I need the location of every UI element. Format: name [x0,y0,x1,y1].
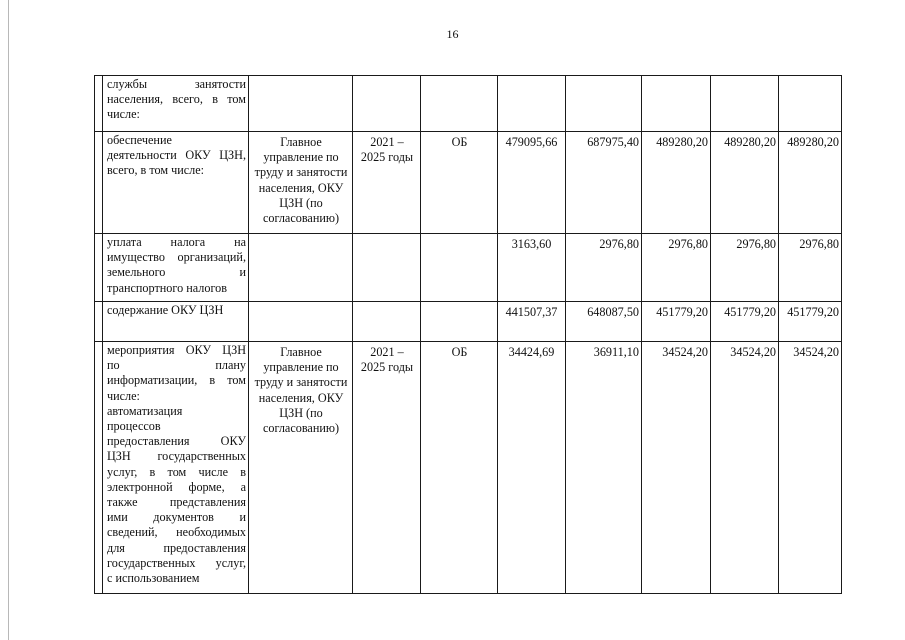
executor-line: ЦЗН (по [279,195,323,210]
amount-cell: 34524,20 [779,342,842,594]
description-line: транспортного налогов [107,280,227,295]
program-table [94,75,842,594]
period-cell [353,342,421,594]
scan-edge-line [8,0,9,640]
amount-cell: 2976,80 [566,234,642,302]
funding-source-cell [421,234,498,302]
table-row [95,234,842,302]
description-line: службы занятости [107,77,246,91]
period-cell [353,76,421,132]
amount-cell [779,76,842,132]
amount-cell: 489280,20 [779,132,842,234]
amount-cell: 687975,40 [566,132,642,234]
row-marker-cell [95,342,103,594]
table-row [95,132,842,234]
period-line: 2025 годы [360,150,414,165]
executor-line: согласованию) [262,211,340,226]
executor-line: Главное [280,135,322,149]
amount-cell: 451779,20 [711,302,779,342]
amount-cell: 479095,66 [498,132,566,234]
description-line: ЦЗН государственных [107,449,246,464]
description-line: автоматизация [107,403,183,418]
amount-cell: 34524,20 [642,342,711,594]
funding-source-cell: ОБ [421,342,498,594]
executor-line: населения, ОКУ [258,390,344,405]
row-marker-cell [95,132,103,234]
executor-line: труду и занятости [254,165,348,180]
table-row [95,342,842,594]
description-cell [103,76,249,132]
row-marker-cell [95,234,103,302]
executor-line: согласованию) [262,421,340,436]
funding-source-cell: ОБ [421,132,498,234]
table-row [95,76,842,132]
amount-cell [711,76,779,132]
description-line: числе: [107,107,140,122]
description-line: уплата налога на [107,235,246,249]
executor-line: ЦЗН (по [279,405,323,420]
row-marker-cell [95,76,103,132]
description-line: числе: [107,388,140,403]
executor-cell [249,132,353,234]
amount-cell: 34424,69 [498,342,566,594]
amount-cell: 2976,80 [642,234,711,302]
amount-cell: 489280,20 [642,132,711,234]
description-line: для предоставления [107,540,246,555]
page-number: 16 [446,27,459,41]
amount-cell: 451779,20 [779,302,842,342]
description-line: деятельности ОКУ ЦЗН, [107,148,246,163]
amount-cell: 3163,60 [498,234,566,302]
description-line: с использованием [107,571,200,586]
executor-cell [249,342,353,594]
executor-line: управление по [263,150,339,165]
description-line: процессов [107,419,161,434]
period-line: 2025 годы [360,360,414,375]
description-line: ими документов и [107,510,246,525]
period-line: 2021 – [370,345,404,359]
description-cell [103,302,249,342]
period-line: 2021 – [370,135,404,149]
description-cell [103,132,249,234]
period-cell [353,132,421,234]
description-line: услуг, в том числе в [107,464,246,479]
description-line: по плану [107,358,246,373]
amount-cell: 2976,80 [711,234,779,302]
amount-cell: 34524,20 [711,342,779,594]
amount-cell [642,76,711,132]
amount-cell: 451779,20 [642,302,711,342]
description-line: информатизации, в том [107,373,246,388]
amount-cell [498,76,566,132]
description-line: предоставления ОКУ [107,434,246,449]
description-line: имущество организаций, [107,250,246,265]
description-cell [103,342,249,594]
description-line: обеспечение [107,133,172,147]
executor-line: Главное [280,345,322,359]
amount-cell [566,76,642,132]
executor-cell [249,76,353,132]
description-line: мероприятия ОКУ ЦЗН [107,343,246,357]
period-cell [353,234,421,302]
description-line: содержание ОКУ ЦЗН [107,303,224,317]
amount-cell: 36911,10 [566,342,642,594]
description-line: населения, всего, в том [107,92,246,107]
amount-cell: 648087,50 [566,302,642,342]
executor-cell [249,234,353,302]
executor-line: управление по [263,360,339,375]
funding-source-cell [421,302,498,342]
row-marker-cell [95,302,103,342]
description-line: государственных услуг, [107,555,246,570]
executor-line: населения, ОКУ [258,180,344,195]
executor-line: труду и занятости [254,375,348,390]
funding-source-cell [421,76,498,132]
amount-cell: 441507,37 [498,302,566,342]
description-line: всего, в том числе: [107,163,205,178]
description-cell [103,234,249,302]
description-line: земельного и [107,265,246,280]
description-line: электронной форме, а [107,479,246,494]
table-row [95,302,842,342]
description-line: сведений, необходимых [107,525,246,540]
amount-cell: 489280,20 [711,132,779,234]
amount-cell: 2976,80 [779,234,842,302]
executor-cell [249,302,353,342]
period-cell [353,302,421,342]
description-line: также представления [107,495,246,510]
table-body [95,76,842,594]
